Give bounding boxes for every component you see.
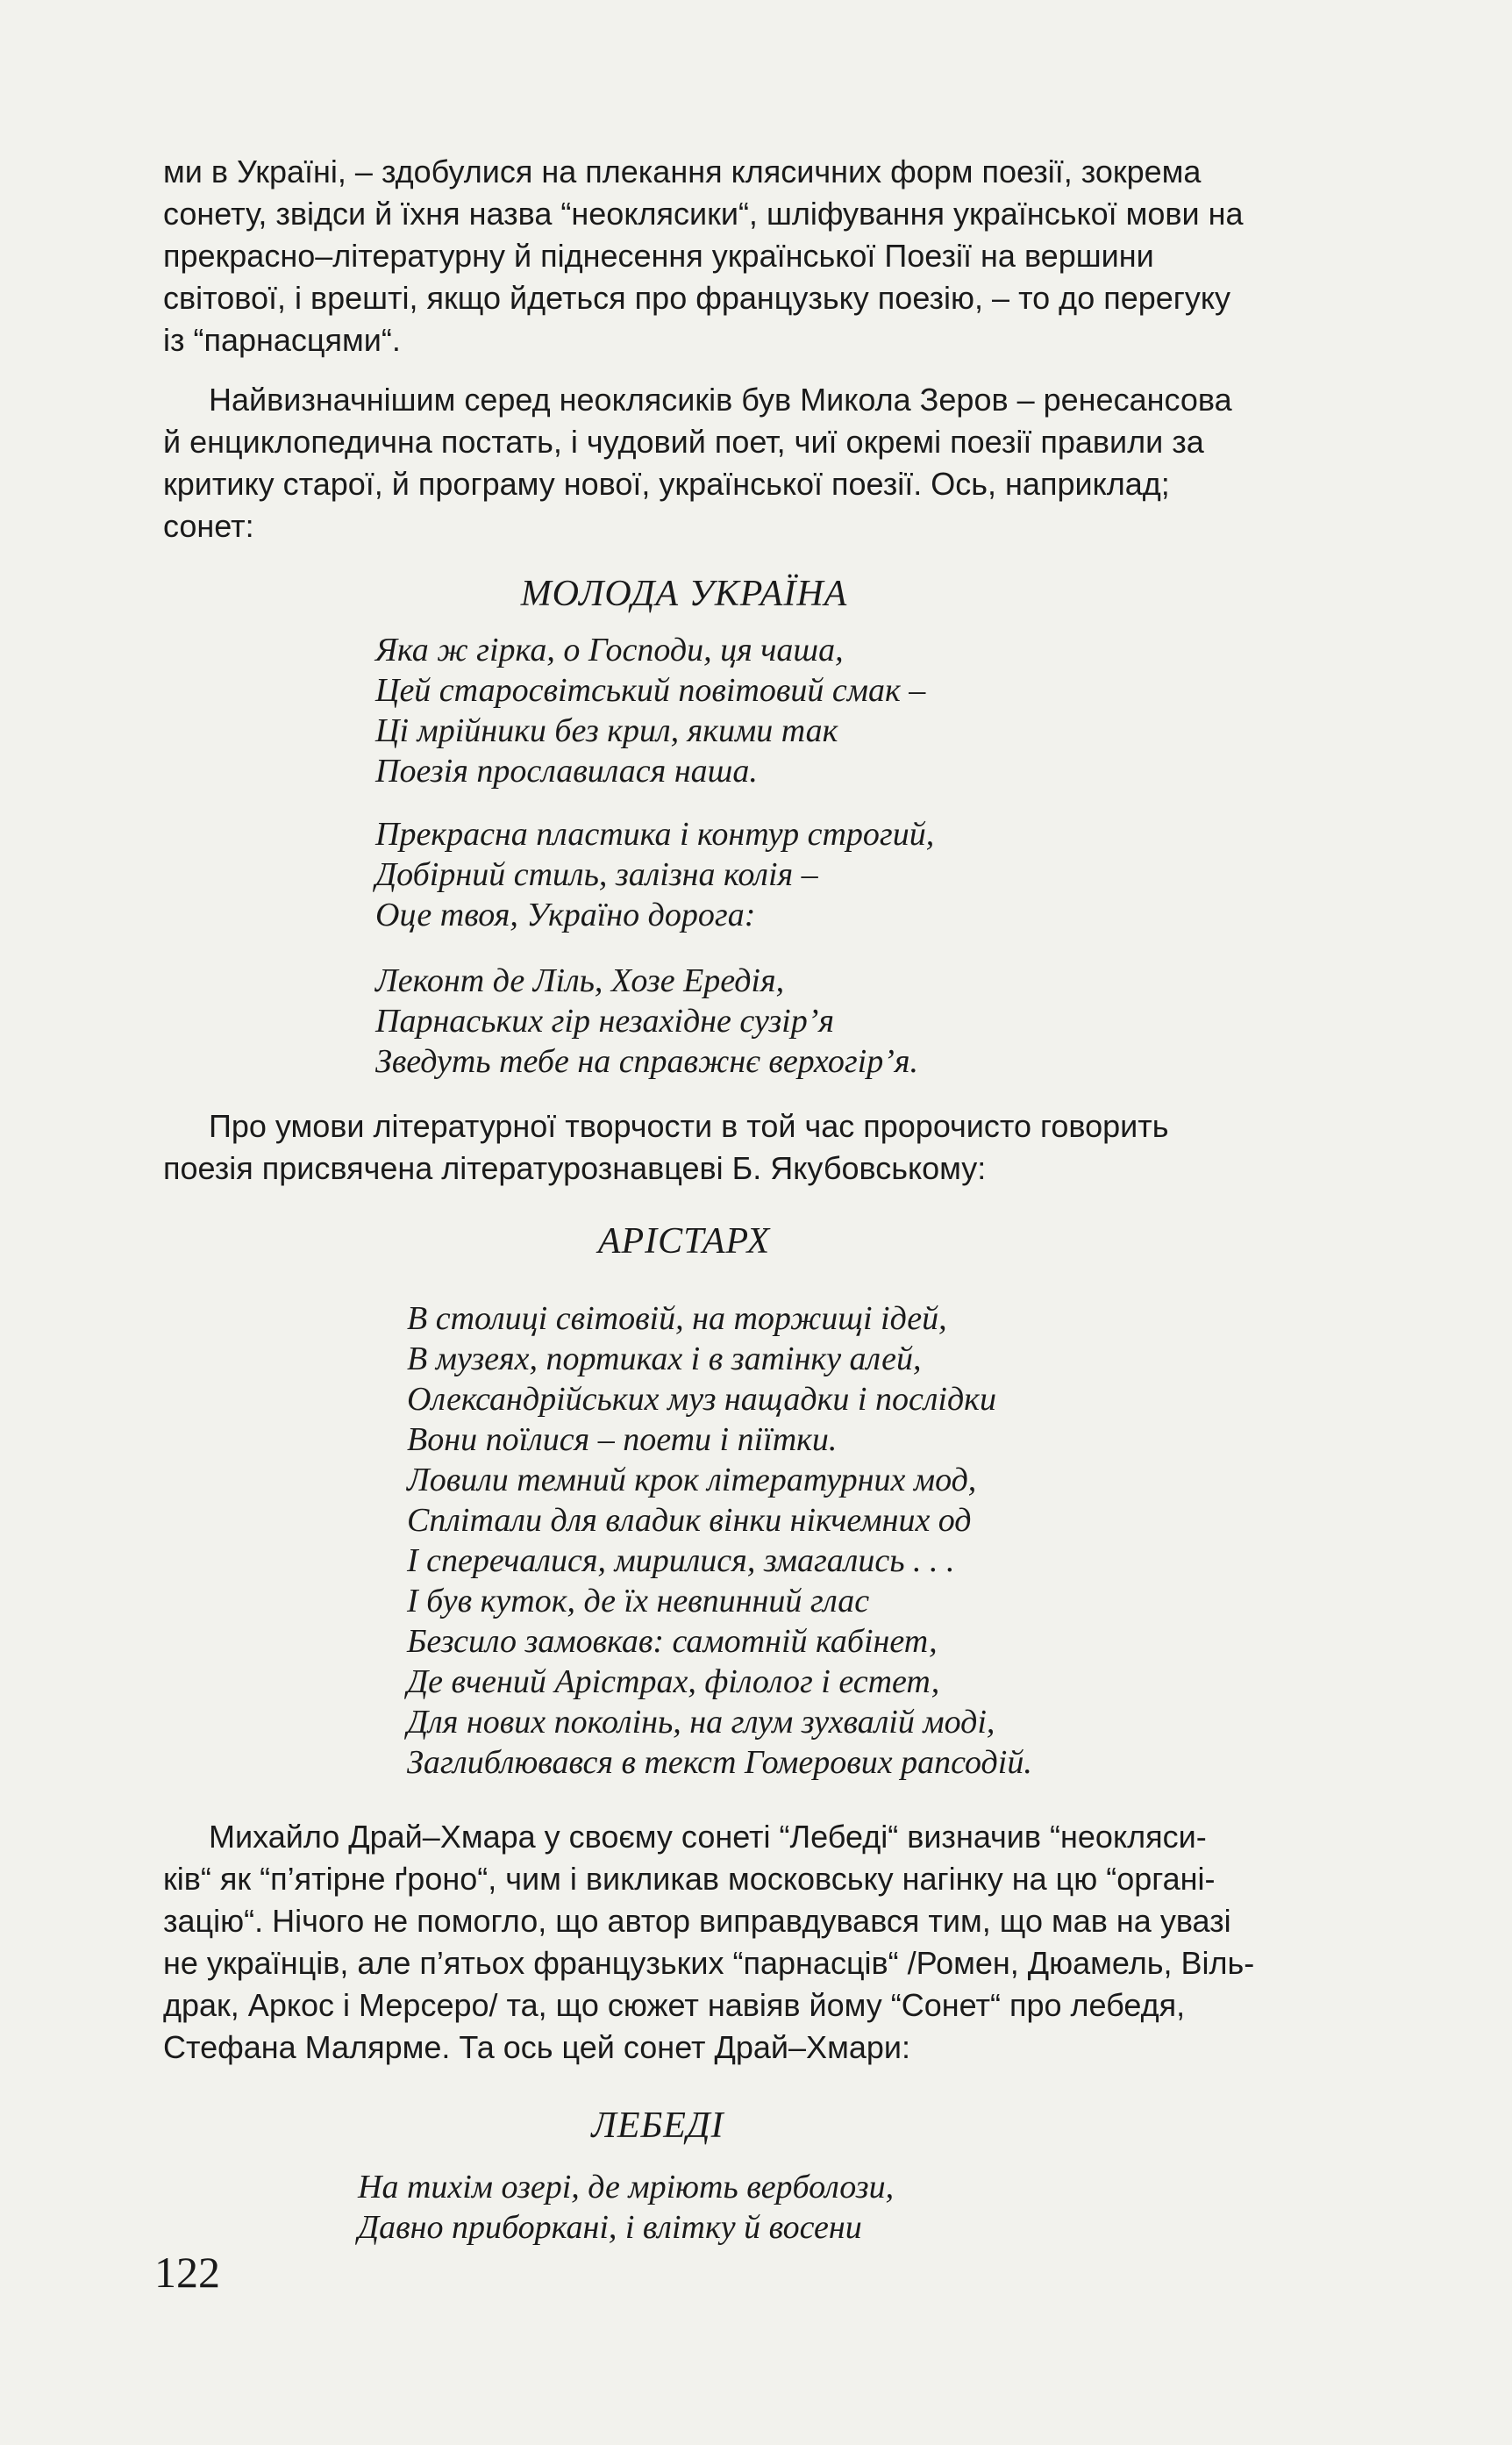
text-line: світової, і врешті, якщо йдеться про французьку поезію, – то до перегуку — [163, 280, 1231, 316]
poem-title: МОЛОДА УКРАЇНА — [520, 574, 848, 614]
text-line: сонет: — [163, 508, 254, 544]
paragraph-2 — [163, 379, 1400, 547]
poem-line: В столиці світовій, на торжищі ідей, — [407, 1300, 947, 1337]
text-line: драк, Аркос і Мерсеро/ та, що сюжет навіяв йому “Сонет“ про лебедя, — [163, 1987, 1186, 2023]
text-line: й енциклопедична постать, і чудовий поет, чиї окремі поезії правили за — [163, 424, 1204, 460]
text-line: Про умови літературної творчости в той час пророчисто говорить — [209, 1108, 1169, 1144]
paragraph-4 — [163, 1816, 1400, 2069]
text-line: не українців, але п’ятьох французьких “парнасців“ /Ромен, Дюамель, Віль- — [163, 1945, 1255, 1981]
text-line: ків“ як “п’ятірне ґроно“, чим і викликав московську нагінку на цю “органі- — [163, 1861, 1216, 1897]
poem-line: І був куток, де їх невпинний глас — [407, 1583, 870, 1619]
poem-stanza — [407, 1298, 1032, 1783]
text-line: Стефана Малярме. Та ось цей сонет Драй–Хмари: — [163, 2029, 910, 2065]
poem-line: Давно приборкані, і влітку й восени — [358, 2209, 862, 2246]
poem-line: В музеях, портиках і в затінку алей, — [407, 1340, 922, 1377]
poem-line: Прекрасна пластика і контур строгий, — [375, 816, 935, 853]
poem-line: Вони поїлися – поети і піїтки. — [407, 1421, 838, 1458]
poem-line: Цей старосвітський повітовий смак – — [375, 672, 926, 709]
poem-title: ЛЕБЕДІ — [591, 2105, 724, 2146]
poem-line: Леконт де Ліль, Хозе Ередія, — [375, 962, 785, 999]
poem-line: І сперечалися, мирилися, змагались . . . — [407, 1542, 955, 1579]
poem-line: Сплітали для владик вінки нікчемних од — [407, 1502, 972, 1539]
text-line: Михайло Драй–Хмара у своєму сонеті “Лебеді“ визначив “неокляси- — [209, 1819, 1207, 1855]
poem-stanza — [375, 961, 918, 1082]
text-line: сонету, звідси й їхня назва “неоклясики“, шліфування української мови на — [163, 196, 1244, 232]
poem-line: Для нових поколінь, на глум зухвалій моді, — [407, 1704, 995, 1741]
poem-line: Заглиблювався в текст Гомерових рапсодій. — [407, 1744, 1032, 1781]
text-line: критику старої, й програму нової, української поезії. Ось, наприклад; — [163, 466, 1170, 502]
poem-line: Безсило замовкав: самотній кабінет, — [407, 1623, 938, 1660]
poem-line: Добірний стиль, залізна колія – — [375, 856, 818, 893]
poem-line: Зведуть тебе на справжнє верхогір’я. — [375, 1043, 919, 1080]
poem-line: Оце твоя, Україно дорога: — [375, 897, 756, 933]
poem-line: Ці мрійники без крил, якими так — [375, 712, 838, 749]
text-line: поезія присвячена літературознавцеві Б. Якубовському: — [163, 1150, 987, 1186]
text-line: Найвизначнішим серед неоклясиків був Микола Зеров – ренесансова — [209, 382, 1232, 418]
paragraph-1 — [163, 151, 1400, 361]
page-number: 122 — [154, 2248, 220, 2297]
poem-line: Ловили темний крок літературних мод, — [407, 1462, 977, 1498]
poem-title: АРІСТАРХ — [597, 1221, 771, 1262]
poem-line: Парнаських гір незахідне сузір’я — [375, 1003, 835, 1040]
paragraph-3 — [163, 1105, 1400, 1190]
text-line: прекрасно–літературну й піднесення української Поезії на вершини — [163, 238, 1154, 274]
poem-line: На тихім озері, де мріють верболози, — [358, 2169, 895, 2206]
poem-stanza — [375, 814, 934, 935]
poem-stanza — [375, 630, 925, 791]
poem-line: Олександрійських муз нащадки і послідки — [407, 1381, 996, 1418]
poem-line: Де вчений Арістрах, філолог і естет, — [407, 1663, 940, 1700]
poem-stanza — [358, 2167, 894, 2248]
text-line: ми в Україні, – здобулися на плекання клясичних форм поезії, зокрема — [163, 154, 1202, 189]
text-line: із “парнасцями“. — [163, 322, 401, 358]
text-line: зацію“. Нічого не помогло, що автор виправдувався тим, що мав на увазі — [163, 1903, 1231, 1939]
poem-line: Поезія прославилася наша. — [375, 753, 758, 790]
poem-line: Яка ж гірка, о Господи, ця чаша, — [375, 632, 844, 668]
